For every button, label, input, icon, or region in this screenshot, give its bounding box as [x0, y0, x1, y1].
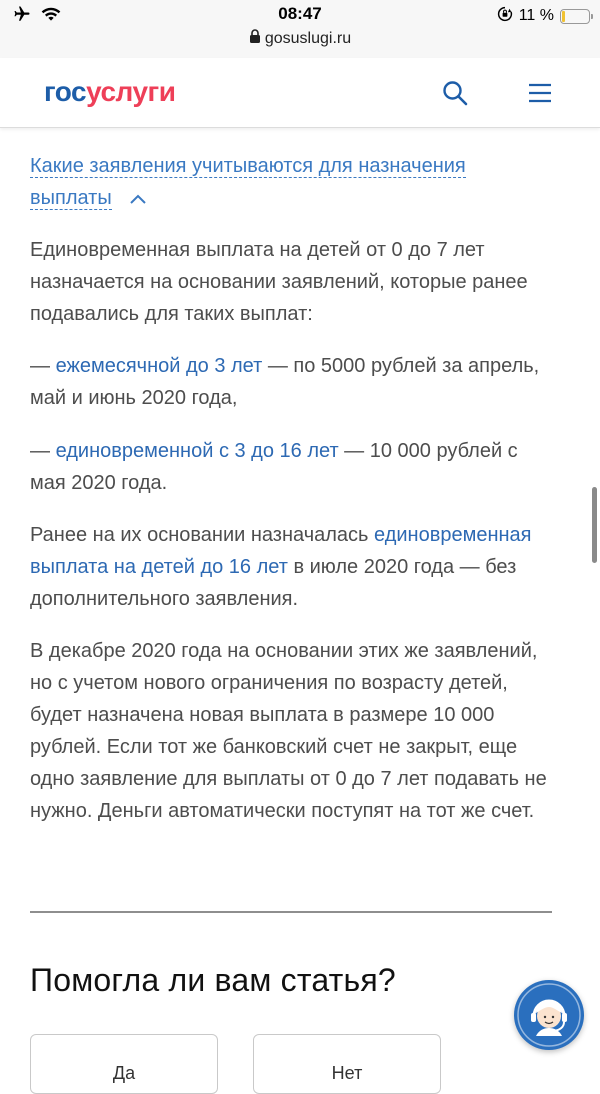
- battery-level: [562, 11, 565, 22]
- paragraph-december: В декабре 2020 года на основании этих же заявлений, но с учетом нового ограничения по возрасту детей, будет назначена новая выплата в размере 10 000 рублей. Если тот же банковский счет не закрыт, еще одно заявление для выплаты от 0 до 7 лет подавать не нужно. Деньги автоматически поступят на тот же счет.: [30, 640, 547, 822]
- accordion-title-line1: Какие заявления учитываются для назначения: [30, 155, 466, 177]
- logo-part-uslugi: услуги: [86, 76, 176, 107]
- list-item-text: — 10 000 рублей с мая 2020 года.: [30, 440, 518, 494]
- lock-icon: [249, 29, 261, 48]
- list-item-text: — по 5000 рублей за апрель, май и июнь 2020 года,: [30, 355, 540, 409]
- support-chat-button[interactable]: [514, 980, 584, 1050]
- divider: [30, 911, 552, 913]
- status-bar: [0, 0, 600, 58]
- list-dash: —: [30, 355, 56, 377]
- list-item-lump-sum: [30, 435, 552, 499]
- feedback-no-button[interactable]: Нет: [253, 1034, 441, 1094]
- link-payment-under-16[interactable]: единовременная выплата на детей до 16 лет: [30, 524, 532, 578]
- list-dash: —: [30, 440, 56, 462]
- logo-part-gos: гос: [44, 76, 87, 107]
- accordion-toggle[interactable]: [30, 150, 552, 214]
- battery-percent: 11 %: [518, 7, 554, 24]
- article-content: [30, 150, 552, 827]
- paragraph-text: Ранее на их основании назначалась: [30, 524, 375, 546]
- address-bar[interactable]: [0, 29, 600, 48]
- status-right: [497, 5, 590, 27]
- search-icon: [441, 79, 469, 107]
- paragraph-previous: [30, 519, 552, 615]
- link-lump-sum-3-16[interactable]: единовременной с 3 до 16 лет: [55, 440, 339, 462]
- support-operator-icon: [514, 980, 584, 1050]
- gosuslugi-logo[interactable]: [44, 76, 175, 108]
- list-item-monthly: [30, 350, 552, 414]
- accordion-title-line2: выплаты: [30, 187, 112, 209]
- feedback-title: Помогла ли вам статья?: [30, 962, 396, 998]
- feedback-yes-button[interactable]: Да: [30, 1034, 218, 1094]
- chevron-up-icon: [129, 193, 147, 205]
- paragraph-intro: Единовременная выплата на детей от 0 до 7 лет назначается на основании заявлений, которые ранее подавались для таких выплат:: [30, 239, 528, 325]
- search-button[interactable]: [441, 79, 469, 107]
- scrollbar[interactable]: [592, 487, 597, 563]
- battery-icon: [560, 9, 590, 24]
- clock: 08:47: [278, 4, 322, 23]
- paragraph-text: в июле 2020 года — без дополнительного заявления.: [30, 556, 517, 610]
- url-text: gosuslugi.ru: [264, 29, 352, 47]
- link-monthly-under-3[interactable]: ежемесячной до 3 лет: [55, 355, 263, 377]
- menu-icon: [527, 80, 553, 106]
- site-header: [0, 58, 600, 128]
- menu-button[interactable]: [527, 80, 553, 106]
- rotation-lock-icon: [497, 6, 513, 27]
